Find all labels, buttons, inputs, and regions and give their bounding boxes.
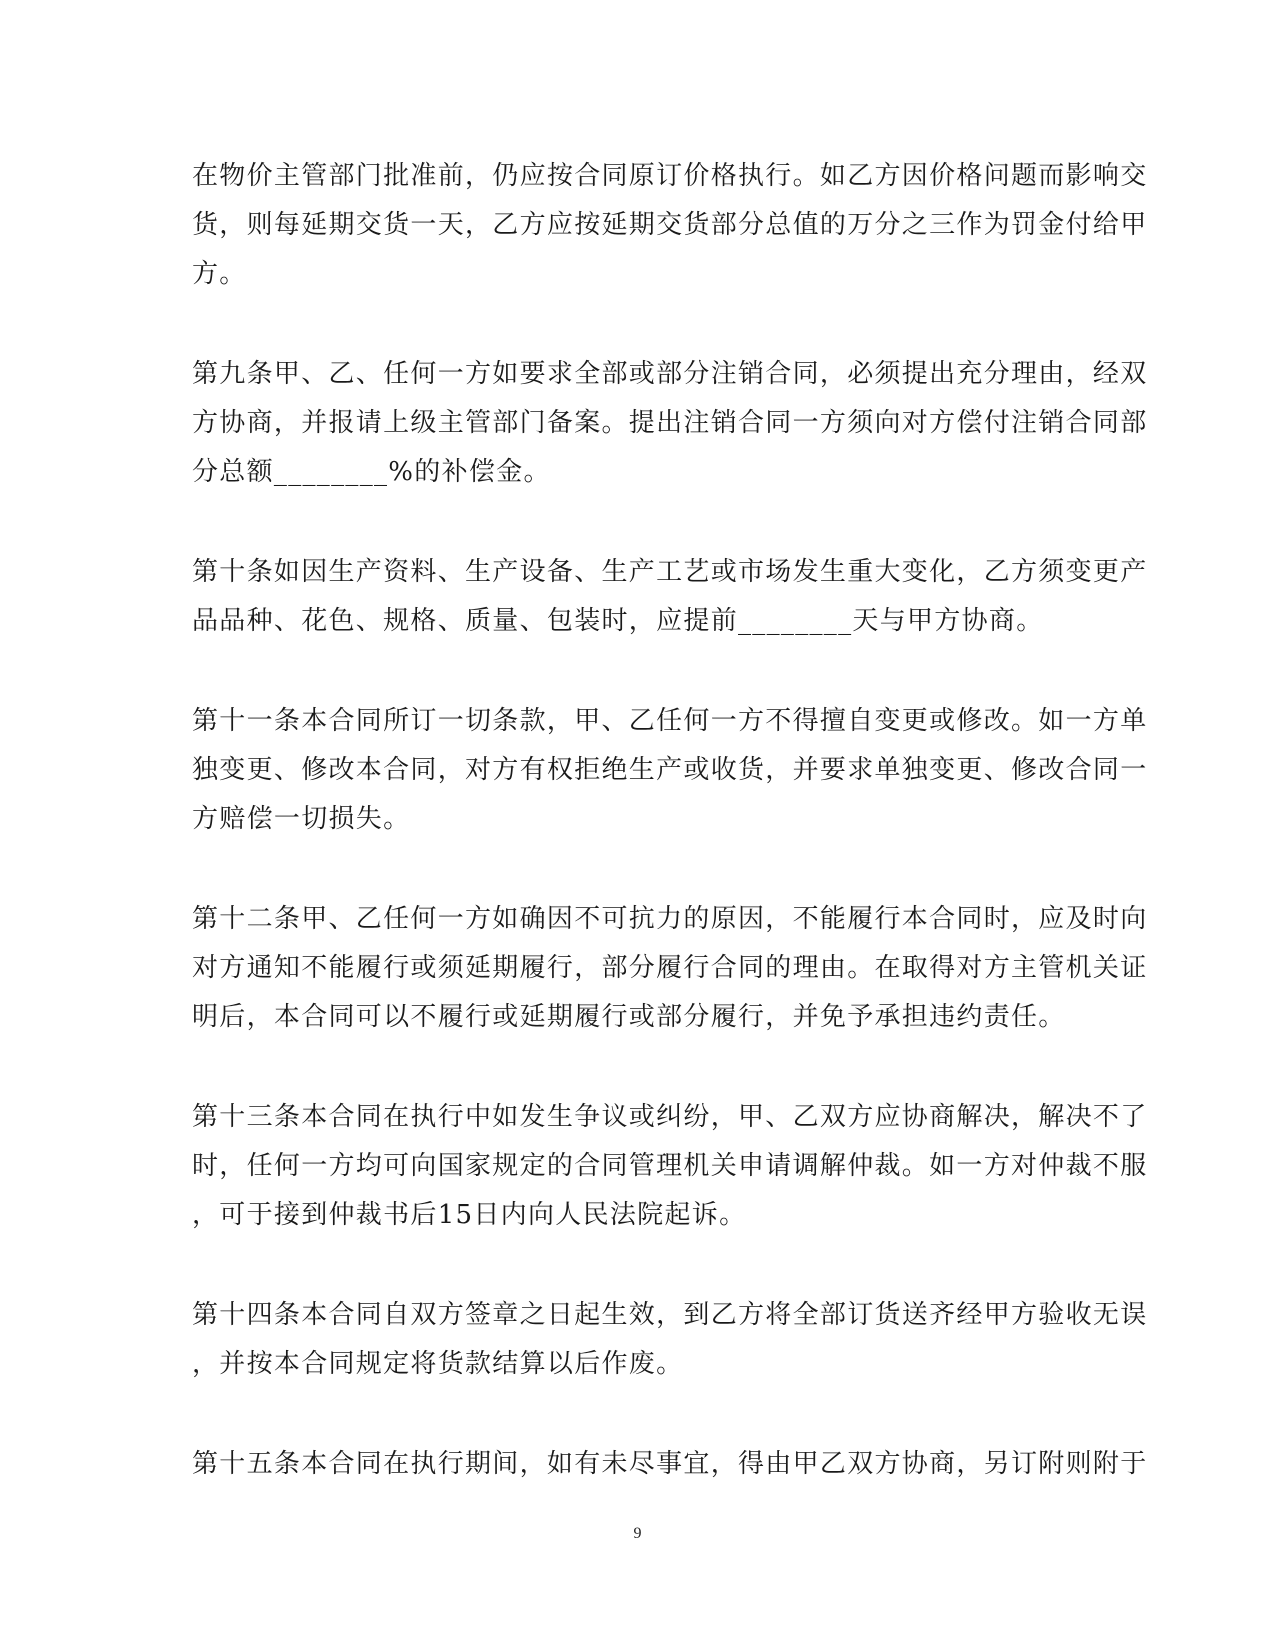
paragraph-article-12 <box>192 895 1148 1042</box>
text-line: ，可于接到仲裁书后15日内向人民法院起诉。 <box>192 1200 747 1230</box>
text-line: 时，任何一方均可向国家规定的合同管理机关申请调解仲裁。如一方对仲裁不服 <box>192 1151 1148 1181</box>
text-line: 第十条如因生产资料、生产设备、生产工艺或市场发生重大变化，乙方须变更产 <box>192 557 1148 587</box>
document-body <box>192 152 1148 1540</box>
text-line: 方协商，并报请上级主管部门备案。提出注销合同一方须向对方偿付注销合同部 <box>192 408 1148 438</box>
text-line: 品品种、花色、规格、质量、包装时，应提前________天与甲方协商。 <box>192 606 1044 636</box>
text-line: 分总额________%的补偿金。 <box>192 457 551 487</box>
text-line: ，并按本合同规定将货款结算以后作废。 <box>192 1349 684 1379</box>
text-line: 第十一条本合同所订一切条款，甲、乙任何一方不得擅自变更或修改。如一方单 <box>192 706 1148 736</box>
paragraph-article-11 <box>192 697 1148 844</box>
text-line: 在物价主管部门批准前，仍应按合同原订价格执行。如乙方因价格问题而影响交 <box>192 161 1148 191</box>
text-line: 第十三条本合同在执行中如发生争议或纠纷，甲、乙双方应协商解决，解决不了 <box>192 1102 1148 1132</box>
text-line: 第十二条甲、乙任何一方如确因不可抗力的原因，不能履行本合同时，应及时向 <box>192 904 1148 934</box>
text-line: 明后，本合同可以不履行或延期履行或部分履行，并免予承担违约责任。 <box>192 1002 1066 1032</box>
text-line: 方赔偿一切损失。 <box>192 804 411 834</box>
text-line: 第十四条本合同自双方签章之日起生效，到乙方将全部订货送齐经甲方验收无误 <box>192 1300 1148 1330</box>
text-line: 方。 <box>192 259 247 289</box>
page-number: 9 <box>633 1525 642 1542</box>
paragraph-article-14 <box>192 1291 1148 1389</box>
text-line: 第九条甲、乙、任何一方如要求全部或部分注销合同，必须提出充分理由，经双 <box>192 359 1148 389</box>
paragraph-article-13 <box>192 1093 1148 1240</box>
paragraph-article-15 <box>192 1440 1148 1489</box>
text-line: 货，则每延期交货一天，乙方应按延期交货部分总值的万分之三作为罚金付给甲 <box>192 210 1148 240</box>
paragraph-article-10 <box>192 548 1148 646</box>
text-line: 对方通知不能履行或须延期履行，部分履行合同的理由。在取得对方主管机关证 <box>192 953 1148 983</box>
text-line: 第十五条本合同在执行期间，如有未尽事宜，得由甲乙双方协商，另订附则附于 <box>192 1449 1148 1479</box>
paragraph-price-clause <box>192 152 1148 299</box>
paragraph-article-9 <box>192 350 1148 497</box>
text-line: 独变更、修改本合同，对方有权拒绝生产或收货，并要求单独变更、修改合同一 <box>192 755 1148 785</box>
